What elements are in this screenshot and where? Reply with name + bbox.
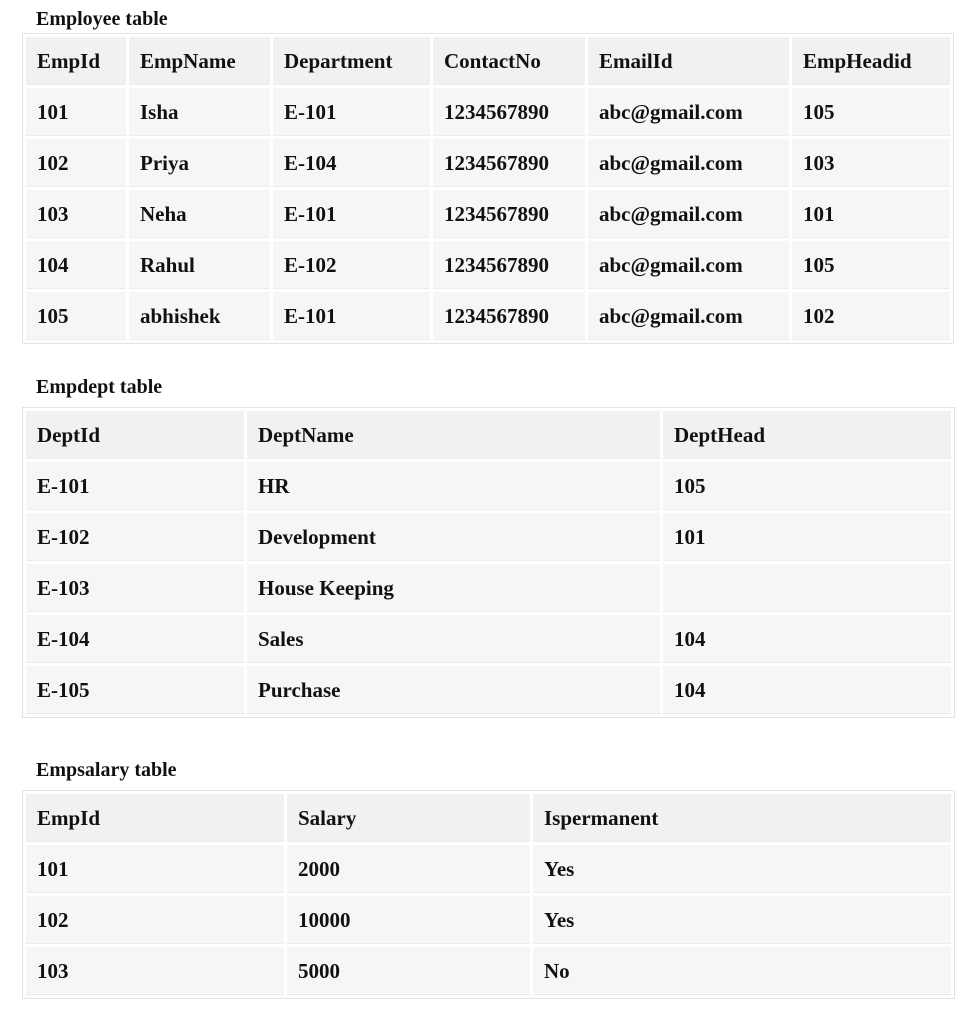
table-cell: E-103 <box>26 564 244 612</box>
column-header-department: Department <box>273 37 430 85</box>
column-header-empid: EmpId <box>26 37 126 85</box>
table-cell: Yes <box>533 896 951 944</box>
table-row <box>26 845 951 893</box>
column-header-empname: EmpName <box>129 37 270 85</box>
table-cell: Rahul <box>129 241 270 289</box>
table-cell: 1234567890 <box>433 88 585 136</box>
table-cell: E-102 <box>26 513 244 561</box>
table-header-row <box>26 37 950 85</box>
employee-table-caption: Employee table <box>36 8 168 30</box>
column-header-empid: EmpId <box>26 794 284 842</box>
table-cell: 101 <box>26 845 284 893</box>
column-header-deptname: DeptName <box>247 411 660 459</box>
table-cell: 101 <box>663 513 951 561</box>
table-cell: E-102 <box>273 241 430 289</box>
table-cell: Yes <box>533 845 951 893</box>
table-cell: abc@gmail.com <box>588 292 789 340</box>
empdept-table <box>22 407 955 718</box>
table-cell: 1234567890 <box>433 292 585 340</box>
table-cell: 104 <box>26 241 126 289</box>
table-row <box>26 666 951 714</box>
table-cell: E-101 <box>273 88 430 136</box>
column-header-ispermanent: Ispermanent <box>533 794 951 842</box>
table-header-row <box>26 411 951 459</box>
table-cell: abhishek <box>129 292 270 340</box>
empsalary-table-caption: Empsalary table <box>36 759 177 781</box>
table-row <box>26 139 950 187</box>
column-header-salary: Salary <box>287 794 530 842</box>
empdept-table-caption: Empdept table <box>36 376 163 398</box>
table-cell: E-104 <box>26 615 244 663</box>
table-row <box>26 241 950 289</box>
table-cell: 105 <box>792 241 950 289</box>
table-header-row <box>26 794 951 842</box>
table-row <box>26 292 950 340</box>
table-cell: abc@gmail.com <box>588 139 789 187</box>
table-cell: 105 <box>792 88 950 136</box>
table-cell: E-101 <box>273 292 430 340</box>
table-cell: 103 <box>792 139 950 187</box>
table-cell: abc@gmail.com <box>588 241 789 289</box>
table-cell: Purchase <box>247 666 660 714</box>
table-cell: 104 <box>663 666 951 714</box>
table-cell: Neha <box>129 190 270 238</box>
table-cell: E-105 <box>26 666 244 714</box>
table-row <box>26 513 951 561</box>
table-cell: No <box>533 947 951 995</box>
column-header-contactno: ContactNo <box>433 37 585 85</box>
table-cell: E-101 <box>26 462 244 510</box>
table-cell: 1234567890 <box>433 139 585 187</box>
table-cell: 103 <box>26 947 284 995</box>
table-row <box>26 462 951 510</box>
empsalary-table <box>22 790 955 999</box>
table-row <box>26 615 951 663</box>
column-header-emailid: EmailId <box>588 37 789 85</box>
table-cell: abc@gmail.com <box>588 88 789 136</box>
table-cell: 102 <box>26 139 126 187</box>
table-cell: HR <box>247 462 660 510</box>
table-cell <box>663 564 951 612</box>
table-cell: 104 <box>663 615 951 663</box>
table-row <box>26 190 950 238</box>
table-cell: 103 <box>26 190 126 238</box>
column-header-empheadid: EmpHeadid <box>792 37 950 85</box>
table-cell: 10000 <box>287 896 530 944</box>
table-cell: 105 <box>663 462 951 510</box>
table-cell: 5000 <box>287 947 530 995</box>
employee-table <box>22 33 954 344</box>
table-cell: 102 <box>792 292 950 340</box>
table-cell: Priya <box>129 139 270 187</box>
table-cell: 101 <box>26 88 126 136</box>
table-cell: E-101 <box>273 190 430 238</box>
table-row <box>26 88 950 136</box>
table-cell: 1234567890 <box>433 241 585 289</box>
table-cell: 1234567890 <box>433 190 585 238</box>
table-cell: Isha <box>129 88 270 136</box>
table-cell: Development <box>247 513 660 561</box>
table-cell: 2000 <box>287 845 530 893</box>
table-cell: 105 <box>26 292 126 340</box>
column-header-deptid: DeptId <box>26 411 244 459</box>
table-cell: House Keeping <box>247 564 660 612</box>
table-cell: Sales <box>247 615 660 663</box>
table-cell: abc@gmail.com <box>588 190 789 238</box>
table-row <box>26 564 951 612</box>
table-cell: 101 <box>792 190 950 238</box>
table-cell: 102 <box>26 896 284 944</box>
table-row <box>26 947 951 995</box>
table-row <box>26 896 951 944</box>
table-cell: E-104 <box>273 139 430 187</box>
column-header-depthead: DeptHead <box>663 411 951 459</box>
